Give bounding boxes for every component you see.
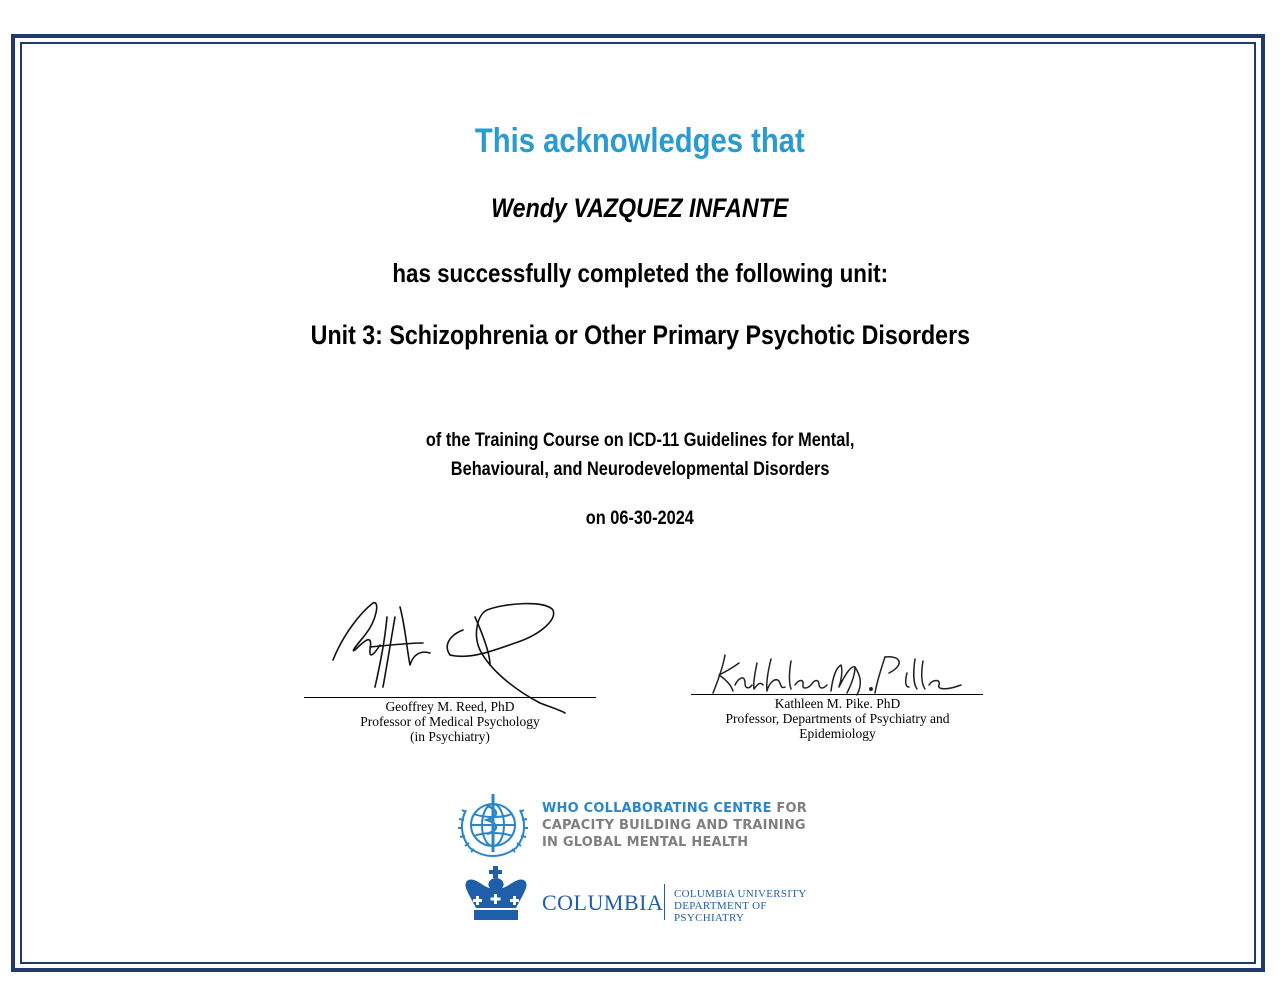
signature-line-reed [304, 697, 596, 698]
who-line-2: CAPACITY BUILDING AND TRAINING [542, 818, 806, 833]
completion-statement-text: has successfully completed the following unit: [392, 258, 888, 288]
columbia-department [674, 888, 840, 924]
completion-statement [0, 258, 1280, 289]
recipient-name [0, 193, 1280, 224]
signatory-pike [710, 696, 965, 741]
who-centre-name [542, 800, 807, 851]
acknowledgement-text: This acknowledges that [475, 122, 805, 160]
department-of-psychiatry-label: DEPARTMENT OF PSYCHIATRY [674, 900, 767, 924]
who-line-1: WHO COLLABORATING CENTRE [542, 801, 772, 816]
recipient-name-text: Wendy VAZQUEZ INFANTE [491, 193, 789, 223]
who-line-3: IN GLOBAL MENTAL HEALTH [542, 835, 749, 850]
who-line-1-suffix: FOR [771, 801, 807, 816]
signatory-title: (in Psychiatry) [410, 729, 490, 744]
columbia-university-label: COLUMBIA UNIVERSITY [674, 888, 807, 900]
signatory-title: Epidemiology [799, 726, 876, 741]
course-description [0, 426, 1280, 484]
signatory-title: Professor of Medical Psychology [360, 714, 540, 729]
signature-pike-image [705, 645, 970, 700]
acknowledgement-heading [0, 122, 1280, 161]
course-line-2: Behavioural, and Neurodevelopmental Disorders [450, 459, 830, 480]
who-emblem-icon [456, 792, 530, 858]
completion-date-text: on 06-30-2024 [585, 508, 695, 529]
signatory-reed [320, 699, 580, 744]
columbia-psychiatry-logo [460, 866, 840, 926]
signatory-name: Kathleen M. Pike. PhD [774, 696, 901, 711]
completion-date [0, 508, 1280, 530]
signatory-title: Professor, Departments of Psychiatry and [725, 711, 950, 726]
course-line-1: of the Training Course on ICD-11 Guidelines for Mental, [425, 430, 855, 451]
columbia-divider [664, 884, 665, 920]
unit-title-text: Unit 3: Schizophrenia or Other Primary Psychotic Disorders [310, 320, 970, 350]
unit-title [0, 320, 1280, 351]
who-collaborating-centre-logo [456, 792, 836, 862]
signature-line-pike [691, 694, 983, 695]
columbia-wordmark: COLUMBIA [542, 890, 664, 915]
columbia-crown-icon [462, 866, 530, 924]
signatory-name: Geoffrey M. Reed, PhD [385, 699, 515, 714]
